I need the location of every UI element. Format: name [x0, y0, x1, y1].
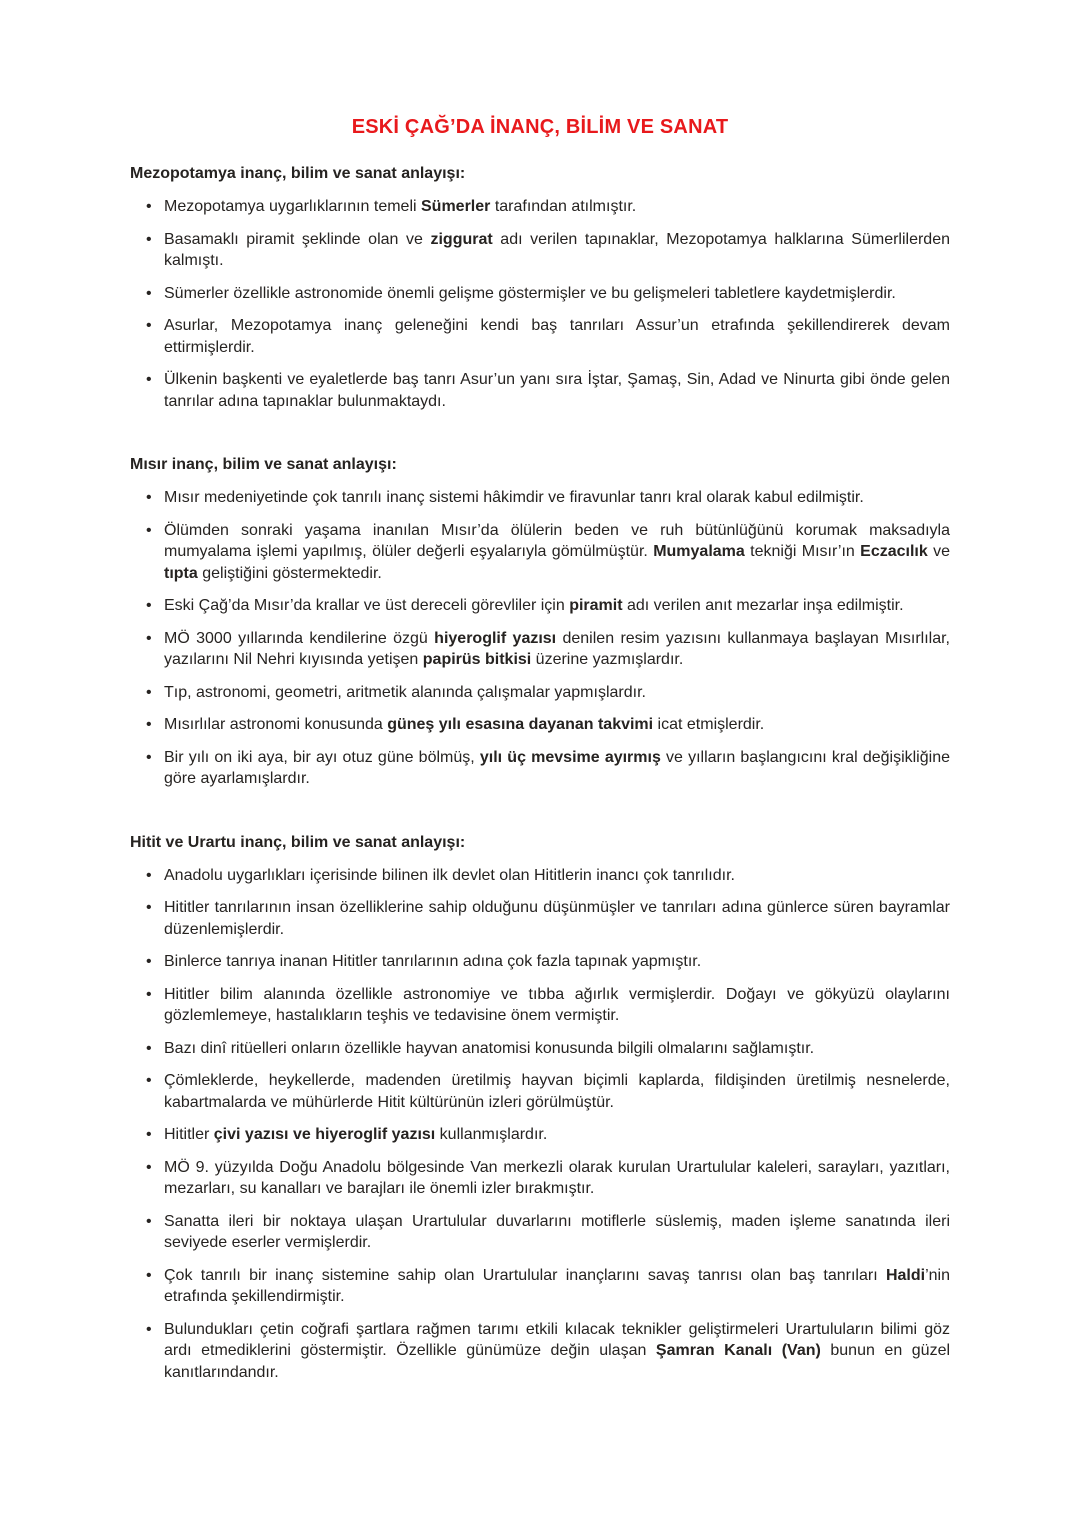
bullet-text-bold: Haldi	[885, 1266, 926, 1284]
section-0	[130, 165, 950, 412]
bullet-text: Sanatta ileri bir noktaya ulaşan Urartulular duvarlarını motiflerle süslemiş, maden işleme sanatında ileri seviyede eserler vermişlerdir.	[164, 1212, 950, 1251]
bullet-text: tarafından atılmıştır.	[490, 198, 637, 215]
bullet-text: icat etmişlerdir.	[653, 716, 765, 733]
bullet-item	[130, 714, 950, 736]
bullet-text: Bazı dinî ritüelleri onların özellikle hayvan anatomisi konusunda bilgili olmalarını sağlamıştır.	[164, 1039, 815, 1057]
bullet-item	[130, 283, 950, 305]
bullet-text: MÖ 9. yüzyılda Doğu Anadolu bölgesinde Van merkezli olarak kurulan Urartulular kaleleri, sarayları, yazıtları, mezarları, su kanalları ve barajları ile önemli izler bırakmıştır.	[164, 1158, 950, 1197]
bullet-text: Mısır medeniyetinde çok tanrılı inanç sistemi hâkimdir ve firavunlar tanrı kral olarak kabul edilmiştir.	[164, 489, 864, 506]
bullet-text-bold: Eczacılık	[860, 543, 928, 560]
bullet-item	[130, 229, 950, 272]
bullet-text: Hititler tanrılarının insan özelliklerine sahip olduğunu düşünmüşler ve tanrıları adına günlerce süren bayramlar düzenlemişlerdir.	[164, 899, 950, 938]
bullet-item	[130, 1038, 950, 1060]
bullet-text: üzerine yazmışlardır.	[531, 651, 684, 668]
bullet-text: adı verilen tapınaklar, Mezopotamya halklarına Sümerlilerden kalmıştı.	[164, 230, 950, 269]
bullet-item	[130, 1124, 950, 1146]
bullet-item	[130, 520, 950, 585]
bullet-item	[130, 196, 950, 218]
bullet-list	[130, 865, 950, 1384]
bullet-item	[130, 1319, 950, 1384]
bullet-list	[130, 487, 950, 790]
bullet-text-bold: Şamran Kanalı (Van)	[655, 1342, 821, 1359]
bullet-item	[130, 1211, 950, 1254]
bullet-item	[130, 865, 950, 887]
bullet-text: Hititler bilim alanında özellikle astronomiye ve tıbba ağırlık vermişlerdir. Doğayı ve gökyüzü olaylarını gözlemlemeye, hastalıkların teşhis ve tedavisine önem vermiştir.	[164, 985, 950, 1024]
bullet-text-bold: piramit	[569, 597, 623, 614]
bullet-text: Mısırlılar astronomi konusunda	[164, 716, 388, 733]
bullet-text-bold: yılı üç mevsime ayırmış	[479, 748, 661, 766]
bullet-text: Çömleklerde, heykellerde, madenden üretilmiş hayvan biçimli kaplarda, fildişinden üretilmiş nesnelerde, kabartmalarda ve mühürlerde Hitit kültürünün izleri görülmüştür.	[164, 1072, 950, 1111]
bullet-text: ve	[927, 543, 951, 560]
section-2	[130, 834, 950, 1384]
bullet-text: Hititler	[164, 1126, 214, 1143]
bullet-text: Anadolu uygarlıkları içerisinde bilinen ilk devlet olan Hititlerin inancı çok tanrılıdır.	[164, 866, 735, 884]
bullet-text: Ülkenin başkenti ve eyaletlerde baş tanrı Asur’un yanı sıra İştar, Şamaş, Sin, Adad ve Ninurta gibi önde gelen tanrılar adına tapınaklar bulunmaktaydı.	[164, 371, 950, 410]
page-title: ESKİ ÇAĞ’DA İNANÇ, BİLİM VE SANAT	[351, 116, 729, 138]
bullet-text: Asurlar, Mezopotamya inanç geleneğini kendi baş tanrıları Assur’un etrafında şekillendirerek devam ettirmişlerdir.	[164, 317, 950, 356]
bullet-item	[130, 1265, 950, 1308]
bullet-list	[130, 196, 950, 412]
bullet-text: MÖ 3000 yıllarında kendilerine özgü	[164, 629, 435, 647]
bullet-text: kullanmışlardır.	[435, 1126, 548, 1143]
bullet-text: Çok tanrılı bir inanç sistemine sahip olan Urartulular inançlarını savaş tanrısı olan baş tanrıları	[164, 1266, 886, 1284]
bullet-text-bold: Sümerler	[421, 198, 491, 215]
sections-container	[130, 165, 950, 1383]
bullet-text: denilen resim yazısını kullanmaya başlayan Mısırlılar, yazılarını Nil Nehri kıyısında yetişen	[164, 629, 950, 668]
bullet-text-bold: hiyeroglif yazısı	[434, 629, 557, 647]
bullet-item	[130, 682, 950, 704]
bullet-text-bold: çivi yazısı ve hiyeroglif yazısı	[213, 1126, 436, 1143]
bullet-text: Bir yılı on iki aya, bir ayı otuz güne bölmüş,	[164, 748, 480, 766]
bullet-text-bold: ziggurat	[430, 230, 493, 248]
bullet-text: tekniği Mısır’ın	[744, 543, 861, 560]
bullet-text: ve yılların başlangıcını kral değişikliğine göre ayarlamışlardır.	[164, 748, 950, 787]
bullet-item	[130, 628, 950, 671]
bullet-item	[130, 369, 950, 412]
bullet-item	[130, 897, 950, 940]
bullet-item	[130, 747, 950, 790]
bullet-text: Sümerler özellikle astronomide önemli gelişme göstermişler ve bu gelişmeleri tabletlere kaydetmişlerdir.	[164, 284, 896, 302]
bullet-text-bold: papirüs bitkisi	[422, 651, 532, 668]
bullet-text: Tıp, astronomi, geometri, aritmetik alanında çalışmalar yapmışlardır.	[164, 683, 646, 701]
bullet-item	[130, 951, 950, 973]
bullet-text-bold: tıpta	[164, 564, 198, 582]
bullet-text-bold: Mumyalama	[653, 543, 745, 560]
bullet-text: Basamaklı piramit şeklinde olan ve	[164, 230, 431, 248]
bullet-text: adı verilen anıt mezarlar inşa edilmiştir.	[622, 597, 904, 614]
bullet-item	[130, 595, 950, 617]
bullet-text: ’nin etrafında şekillendirmiştir.	[164, 1266, 950, 1305]
bullet-item	[130, 1070, 950, 1113]
bullet-text: geliştiğini göstermektedir.	[197, 564, 382, 582]
section-1	[130, 456, 950, 790]
section-heading: Mezopotamya inanç, bilim ve sanat anlayışı:	[130, 165, 466, 182]
bullet-text: Ölümden sonraki yaşama inanılan Mısır’da ölülerin beden ve ruh bütünlüğünü korumak maksadıyla mumyalama işlemi yapılmış, ölüler değerli eşyalarıyla gömülmüştür.	[164, 521, 950, 560]
bullet-item	[130, 487, 950, 509]
bullet-text: Bulundukları çetin coğrafi şartlara rağmen tarımı etkili kılacak teknikler geliştirmeleri Urartuluların bilimi göz ardı etmediklerini göstermiştir. Özellikle günümüze değin ulaşan	[164, 1320, 950, 1359]
bullet-item	[130, 1157, 950, 1200]
bullet-text: Eski Çağ’da Mısır’da krallar ve üst dereceli görevliler için	[164, 597, 570, 614]
bullet-text: bunun en güzel kanıtlarındandır.	[164, 1342, 951, 1381]
section-heading: Mısır inanç, bilim ve sanat anlayışı:	[130, 456, 397, 473]
bullet-item	[130, 984, 950, 1027]
section-heading: Hitit ve Urartu inanç, bilim ve sanat anlayışı:	[130, 833, 466, 851]
bullet-text-bold: güneş yılı esasına dayanan takvimi	[387, 716, 654, 733]
bullet-text: Binlerce tanrıya inanan Hititler tanrılarının adına çok fazla tapınak yapmıştır.	[164, 953, 702, 970]
bullet-text: Mezopotamya uygarlıklarının temeli	[164, 198, 421, 215]
bullet-item	[130, 315, 950, 358]
